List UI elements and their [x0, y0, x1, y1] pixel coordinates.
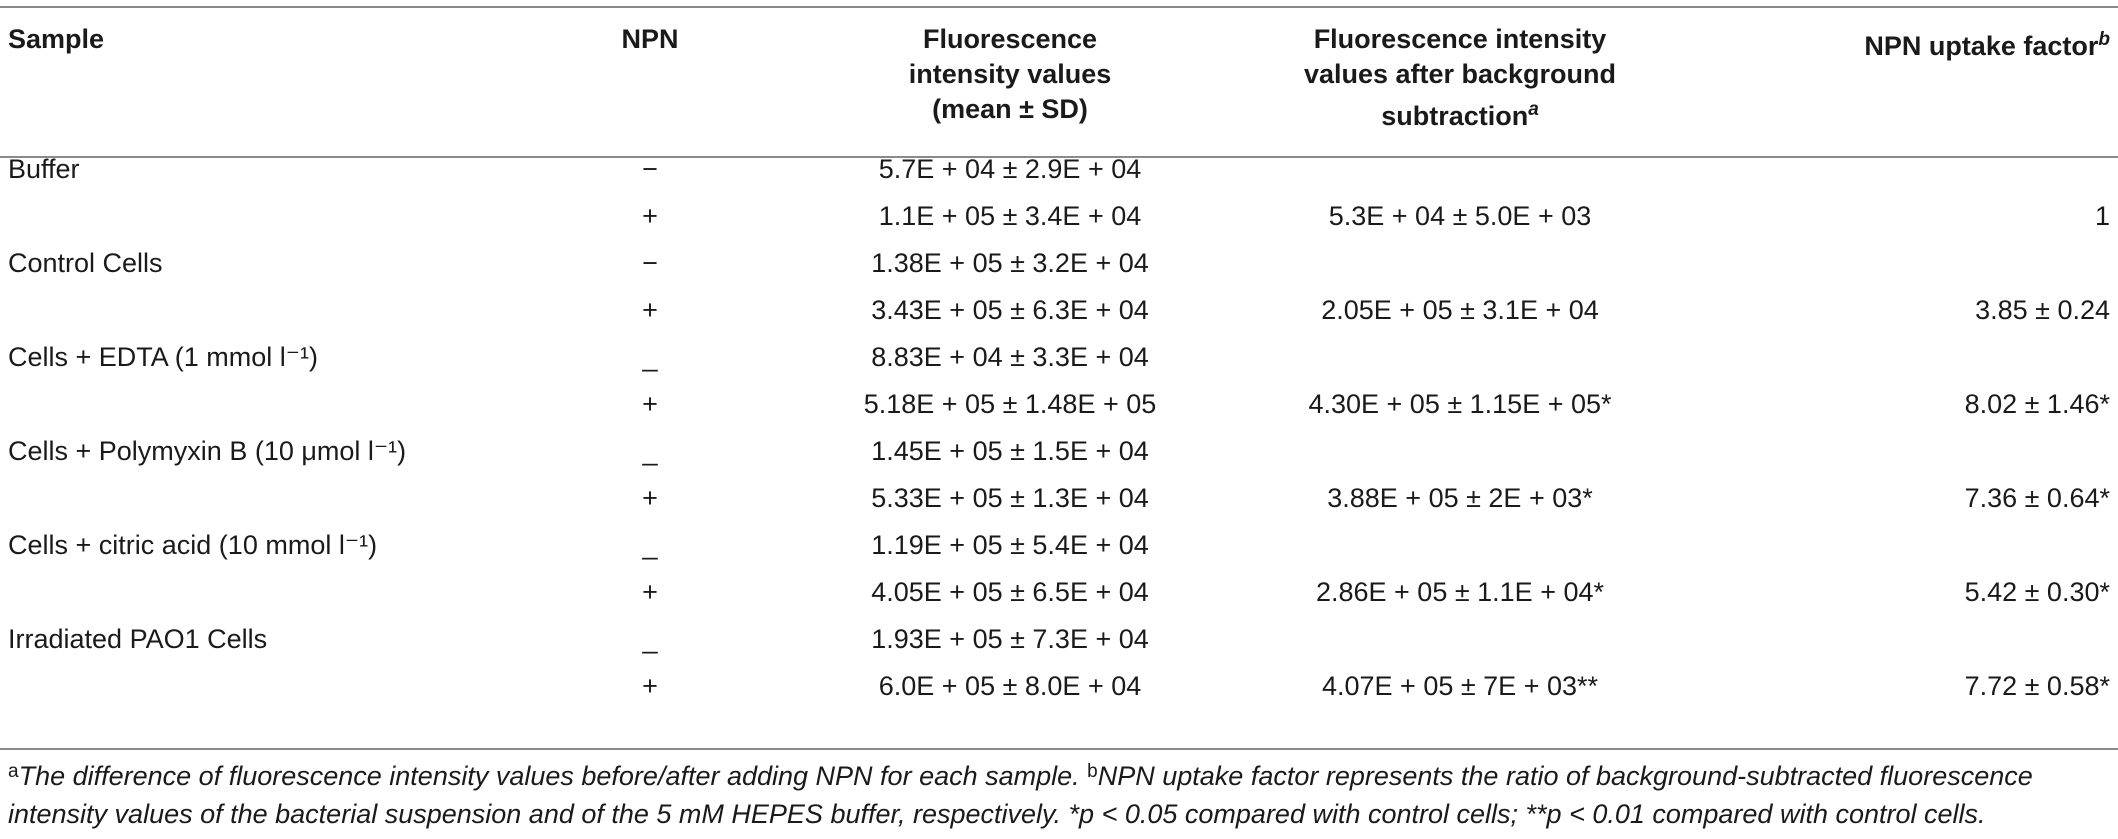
subtracted-cell [1240, 522, 1680, 569]
table-bottom-rule [0, 748, 2118, 750]
sample-cell: Control Cells [8, 248, 163, 278]
table-row [0, 522, 2118, 569]
header-line: subtraction [1381, 101, 1529, 131]
footnote-a-mark: a [8, 761, 19, 782]
fluorescence-cell: 5.33E + 05 ± 1.3E + 04 [871, 483, 1149, 513]
table-row [0, 287, 2118, 334]
table-row [0, 334, 2118, 381]
subtracted-cell [1240, 142, 1680, 193]
table-footnote [8, 757, 2112, 833]
fluorescence-cell: 5.18E + 05 ± 1.48E + 05 [863, 389, 1157, 419]
sample-cell [0, 193, 520, 240]
header-npn [520, 8, 780, 142]
uptake-cell: 5.42 ± 0.30* [1964, 577, 2110, 607]
sample-cell: Cells + EDTA (1 mmol l⁻¹) [8, 342, 319, 372]
sample-cell [0, 287, 520, 334]
fluorescence-cell: 1.38E + 05 ± 3.2E + 04 [871, 248, 1149, 278]
table-row [0, 616, 2118, 663]
table-row [0, 142, 2118, 193]
uptake-cell [1680, 334, 2118, 381]
sample-cell [0, 663, 520, 710]
sample-cell [0, 569, 520, 616]
sample-cell: Cells + citric acid (10 mmol l⁻¹) [8, 530, 378, 560]
npn-cell: + [642, 671, 658, 701]
fluorescence-cell: 5.7E + 04 ± 2.9E + 04 [878, 154, 1142, 184]
fluorescence-cell: 1.19E + 05 ± 5.4E + 04 [871, 530, 1149, 560]
subtracted-cell [1240, 616, 1680, 663]
uptake-cell: 8.02 ± 1.46* [1964, 389, 2110, 419]
npn-cell: + [642, 483, 658, 513]
subtracted-cell [1240, 334, 1680, 381]
uptake-cell [1680, 616, 2118, 663]
uptake-cell: 7.36 ± 0.64* [1964, 483, 2110, 513]
header-line: Sample [8, 24, 105, 54]
header-line: intensity values [908, 59, 1112, 89]
fluorescence-cell: 1.1E + 05 ± 3.4E + 04 [878, 201, 1142, 231]
header-footnote-mark: a [1528, 99, 1539, 120]
sample-cell: Buffer [8, 154, 80, 184]
uptake-cell [1680, 240, 2118, 287]
subtracted-cell [1240, 428, 1680, 475]
table-row [0, 475, 2118, 522]
header-fluorescence [780, 8, 1240, 142]
table-row [0, 569, 2118, 616]
npn-cell: + [642, 295, 658, 325]
header-subtracted [1240, 8, 1680, 142]
subtracted-cell: 5.3E + 04 ± 5.0E + 03 [1328, 201, 1592, 231]
uptake-cell [1680, 522, 2118, 569]
npn-cell: _ [642, 624, 658, 654]
fluorescence-cell: 3.43E + 05 ± 6.3E + 04 [871, 295, 1149, 325]
fluorescence-cell: 8.83E + 04 ± 3.3E + 04 [871, 342, 1149, 372]
uptake-cell: 3.85 ± 0.24 [1975, 295, 2110, 325]
header-row [0, 8, 2118, 142]
sample-cell: Irradiated PAO1 Cells [8, 624, 268, 654]
npn-cell: _ [642, 436, 658, 466]
header-line: Fluorescence [922, 24, 1098, 54]
header-line: Fluorescence intensity [1313, 24, 1607, 54]
sample-cell: Cells + Polymyxin B (10 μmol l⁻¹) [8, 436, 407, 466]
header-line: NPN [621, 24, 679, 54]
subtracted-cell: 4.07E + 05 ± 7E + 03** [1321, 671, 1599, 701]
table-row [0, 240, 2118, 287]
npn-cell: + [642, 201, 658, 231]
table-row [0, 663, 2118, 710]
uptake-cell [1680, 428, 2118, 475]
footnote-a-text: The difference of fluorescence intensity values before/after adding NPN for each sample. [18, 761, 1088, 791]
sample-cell [0, 475, 520, 522]
uptake-cell: 1 [2094, 201, 2110, 231]
data-table [0, 8, 2118, 710]
fluorescence-cell: 6.0E + 05 ± 8.0E + 04 [878, 671, 1142, 701]
table-row [0, 193, 2118, 240]
header-line: values after background [1303, 59, 1617, 89]
npn-cell: _ [642, 530, 658, 560]
subtracted-cell [1240, 240, 1680, 287]
table-body [0, 142, 2118, 710]
header-line: NPN uptake factor [1864, 31, 2099, 61]
header-line: (mean ± SD) [932, 94, 1088, 124]
npn-cell: − [642, 248, 658, 278]
sample-cell [0, 381, 520, 428]
fluorescence-cell: 4.05E + 05 ± 6.5E + 04 [871, 577, 1149, 607]
npn-cell: _ [642, 342, 658, 372]
footnote-b-text: NPN uptake factor represents the ratio of background-subtracted fluorescence intensity values of the bacterial suspension and of the 5 mM HEPES buffer, respectively. *p < 0.05 compared with control cells; **p < 0.01 compared with control cells. [8, 761, 2033, 829]
uptake-cell: 7.72 ± 0.58* [1964, 671, 2110, 701]
npn-cell: + [642, 389, 658, 419]
table-row [0, 428, 2118, 475]
fluorescence-cell: 1.93E + 05 ± 7.3E + 04 [871, 624, 1149, 654]
subtracted-cell: 3.88E + 05 ± 2E + 03* [1327, 483, 1593, 513]
subtracted-cell: 4.30E + 05 ± 1.15E + 05* [1308, 389, 1612, 419]
fluorescence-cell: 1.45E + 05 ± 1.5E + 04 [871, 436, 1149, 466]
uptake-cell [1680, 142, 2118, 193]
header-footnote-mark: b [2098, 29, 2110, 50]
npn-cell: − [642, 154, 658, 184]
header-uptake [1680, 8, 2118, 142]
header-sample [0, 8, 520, 142]
subtracted-cell: 2.05E + 05 ± 3.1E + 04 [1321, 295, 1599, 325]
subtracted-cell: 2.86E + 05 ± 1.1E + 04* [1315, 577, 1605, 607]
npn-cell: + [642, 577, 658, 607]
table-header [0, 8, 2118, 142]
table-row [0, 381, 2118, 428]
footnote-b-mark: b [1087, 761, 1098, 782]
